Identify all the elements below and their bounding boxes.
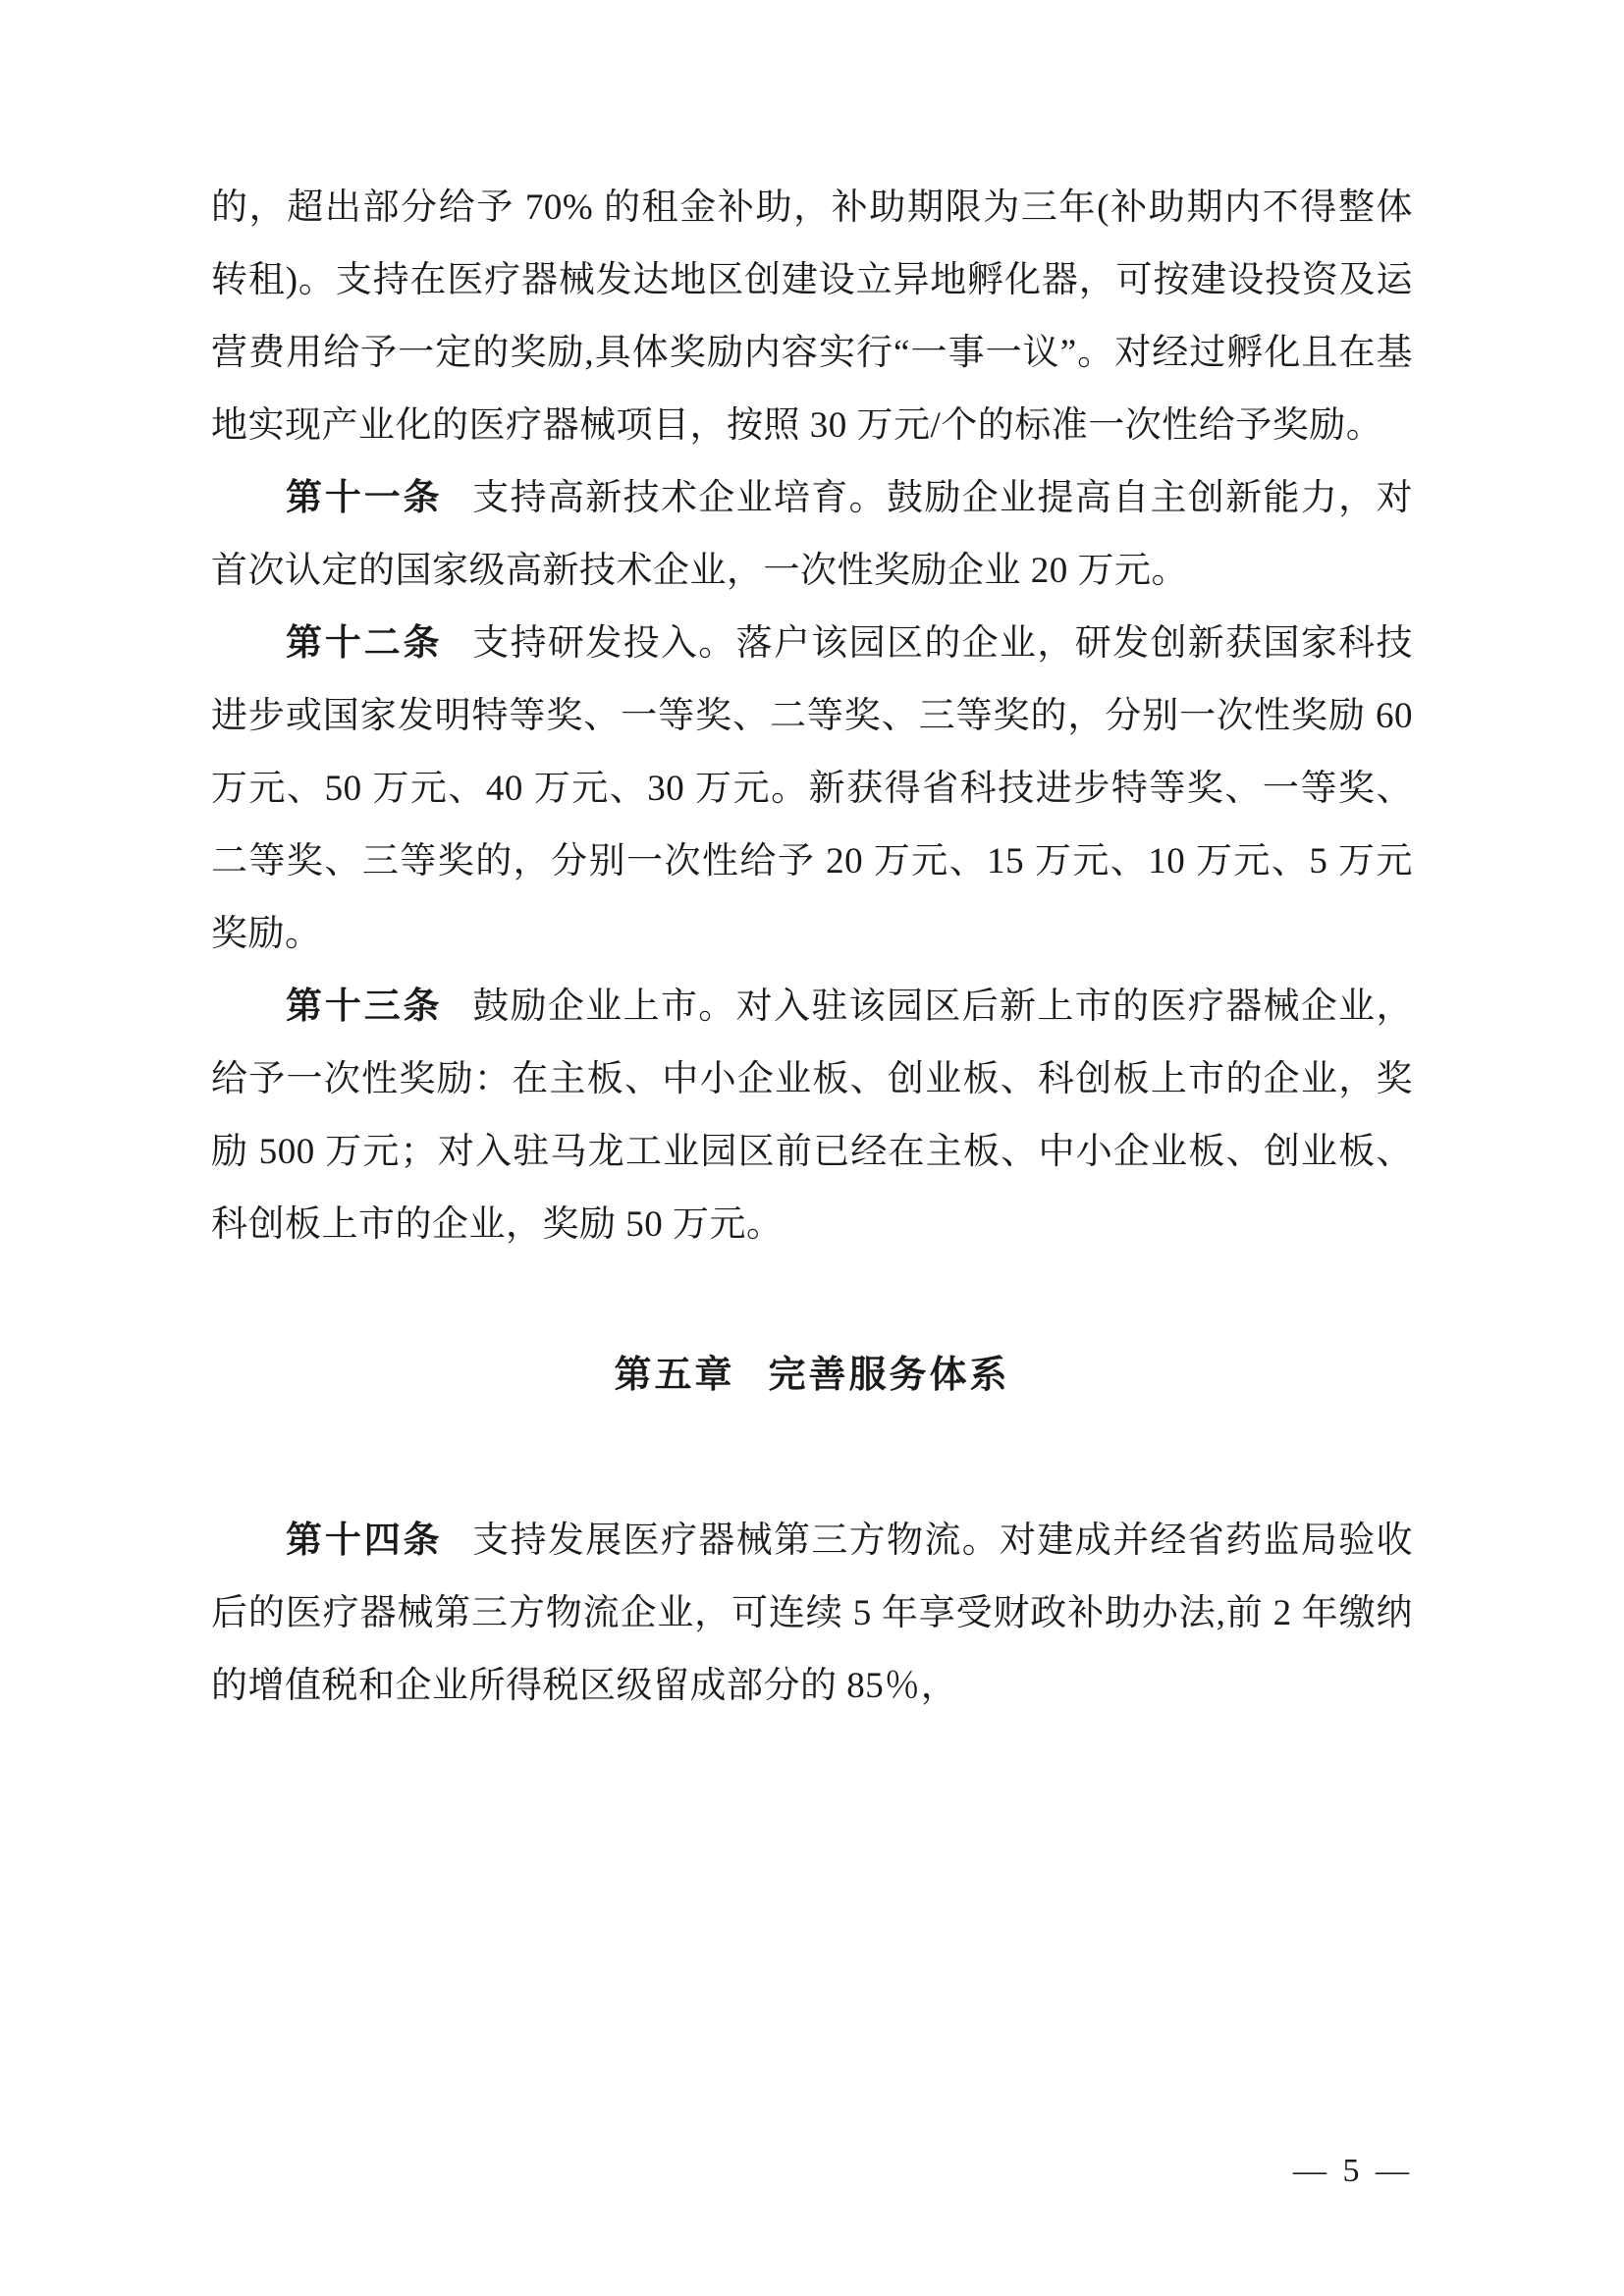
article-label: 第十二条: [286, 623, 443, 664]
paragraph-text: 支持研发投入。落户该园区的企业，研发创新获国家科技进步或国家发明特等奖、一等奖、二等奖、三等奖的，分别一次性奖励 60 万元、50 万元、40 万元、30 万元。新获得省科技进步特等奖、一等奖、二等奖、三等奖的，分别一次性给予 20 万元、15 万元、10 万元、5 万元奖励。: [211, 623, 1414, 954]
article-label: 第十三条: [286, 987, 443, 1027]
paragraph-article-13: [211, 971, 1413, 1261]
paragraph-text: 鼓励企业上市。对入驻该园区后新上市的医疗器械企业，给予一次性奖励：在主板、中小企业板、创业板、科创板上市的企业，奖励 500 万元；对入驻马龙工业园区前已经在主板、中小企业板、创业板、科创板上市的企业，奖励 50 万元。: [211, 987, 1414, 1245]
chapter-number: 第五章: [614, 1353, 735, 1396]
article-label: 第十四条: [286, 1521, 443, 1561]
paragraph-rent-subsidy: [211, 172, 1413, 462]
article-label: 第十一条: [286, 478, 443, 518]
paragraph-article-14: [211, 1505, 1413, 1723]
document-body: [211, 172, 1413, 1723]
chapter-title: 完善服务体系: [768, 1353, 1010, 1396]
paragraph-text: 支持高新技术企业培育。鼓励企业提高自主创新能力，对首次认定的国家级高新技术企业，一次性奖励企业 20 万元。: [211, 478, 1414, 591]
paragraph-text: 支持发展医疗器械第三方物流。对建成并经省药监局验收后的医疗器械第三方物流企业，可连续 5 年享受财政补助办法,前 2 年缴纳的增值税和企业所得税区级留成部分的 85％，: [211, 1521, 1414, 1706]
paragraph-text: 的，超出部分给予 70% 的租金补助，补助期限为三年(补助期内不得整体转租)。支持在医疗器械发达地区创建设立异地孵化器，可按建设投资及运营费用给予一定的奖励,具体奖励内容实行“一事一议”。对经过孵化且在基地实现产业化的医疗器械项目，按照 30 万元/个的标准一次性给予奖励。: [211, 187, 1413, 446]
paragraph-article-11: [211, 462, 1413, 608]
paragraph-article-12: [211, 608, 1413, 971]
chapter-heading: [211, 1338, 1413, 1411]
page-number: — 5 —: [1293, 2153, 1413, 2189]
